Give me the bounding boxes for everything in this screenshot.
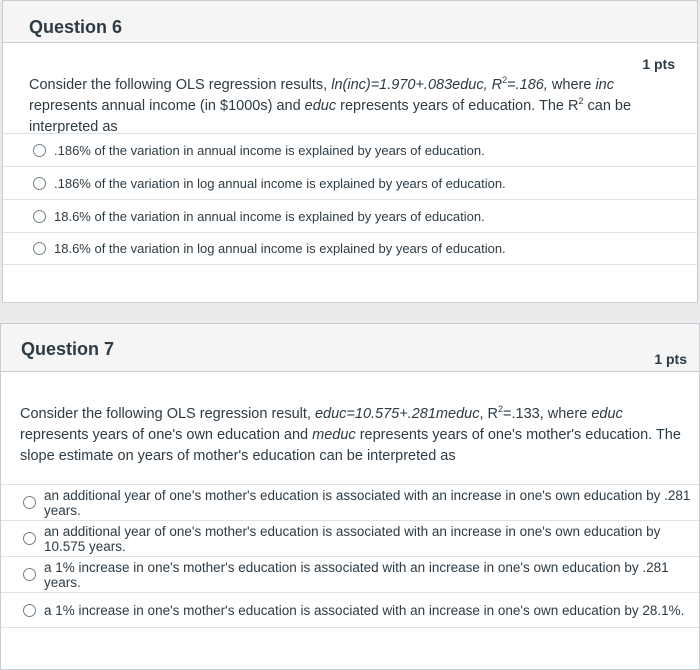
answer-option[interactable] bbox=[3, 133, 697, 166]
answer-label[interactable]: a 1% increase in one's mother's education is associated with an increase in one's own education by .281 years. bbox=[44, 559, 669, 590]
radio-button[interactable] bbox=[23, 568, 36, 581]
answer-label[interactable]: 18.6% of the variation in log annual income is explained by years of education. bbox=[54, 241, 506, 256]
question-header bbox=[1, 324, 699, 372]
radio-button[interactable] bbox=[23, 604, 36, 617]
answer-label[interactable]: 18.6% of the variation in annual income is explained by years of education. bbox=[54, 208, 485, 224]
radio-button[interactable] bbox=[23, 496, 36, 509]
answer-option[interactable] bbox=[1, 556, 699, 592]
answer-label[interactable]: .186% of the variation in log annual income is explained by years of education. bbox=[54, 175, 506, 191]
question-points: 1 pts bbox=[642, 56, 675, 72]
question-header bbox=[3, 1, 697, 43]
answer-label[interactable]: a 1% increase in one's mother's education is associated with an increase in one's own education by 28.1%. bbox=[44, 602, 685, 618]
answer-option[interactable] bbox=[3, 166, 697, 199]
answer-label[interactable]: an additional year of one's mother's education is associated with an increase in one's own education by .281 years. bbox=[44, 487, 691, 518]
question-title: Question 6 bbox=[29, 17, 123, 37]
question-text: Consider the following OLS regression result, educ=10.575+.281meduc, $R^2=.133$, where educ represents years of one's own education and meduc represents years of one's mother's education. The slope estimate on years of mother's education can be interpreted as bbox=[20, 404, 681, 464]
radio-button[interactable] bbox=[23, 532, 36, 545]
radio-button[interactable] bbox=[33, 144, 46, 157]
answer-option[interactable] bbox=[1, 484, 699, 520]
answer-option[interactable] bbox=[1, 592, 699, 628]
question-7-card bbox=[0, 323, 700, 670]
question-title: Question 7 bbox=[21, 339, 115, 359]
answer-option[interactable] bbox=[3, 232, 697, 265]
question-points: 1 pts bbox=[654, 351, 687, 367]
question-6-card bbox=[2, 0, 698, 303]
answer-label[interactable]: an additional year of one's mother's education is associated with an increase in one's own education by 10.575 years. bbox=[44, 523, 661, 554]
answer-option[interactable] bbox=[3, 199, 697, 232]
radio-button[interactable] bbox=[33, 210, 46, 223]
answer-label[interactable]: .186% of the variation in annual income is explained by years of education. bbox=[54, 142, 485, 158]
radio-button[interactable] bbox=[33, 177, 46, 190]
answer-option[interactable] bbox=[1, 520, 699, 556]
radio-button[interactable] bbox=[33, 242, 46, 255]
answer-list bbox=[3, 133, 697, 265]
answer-list bbox=[1, 484, 699, 628]
question-text: Consider the following OLS regression results, ln(inc)=1.970+.083educ, $R^2=.186$, where inc represents annual income (in $1000s) and educ represents years of education. The $R^2$ can be interpreted as bbox=[29, 75, 632, 135]
